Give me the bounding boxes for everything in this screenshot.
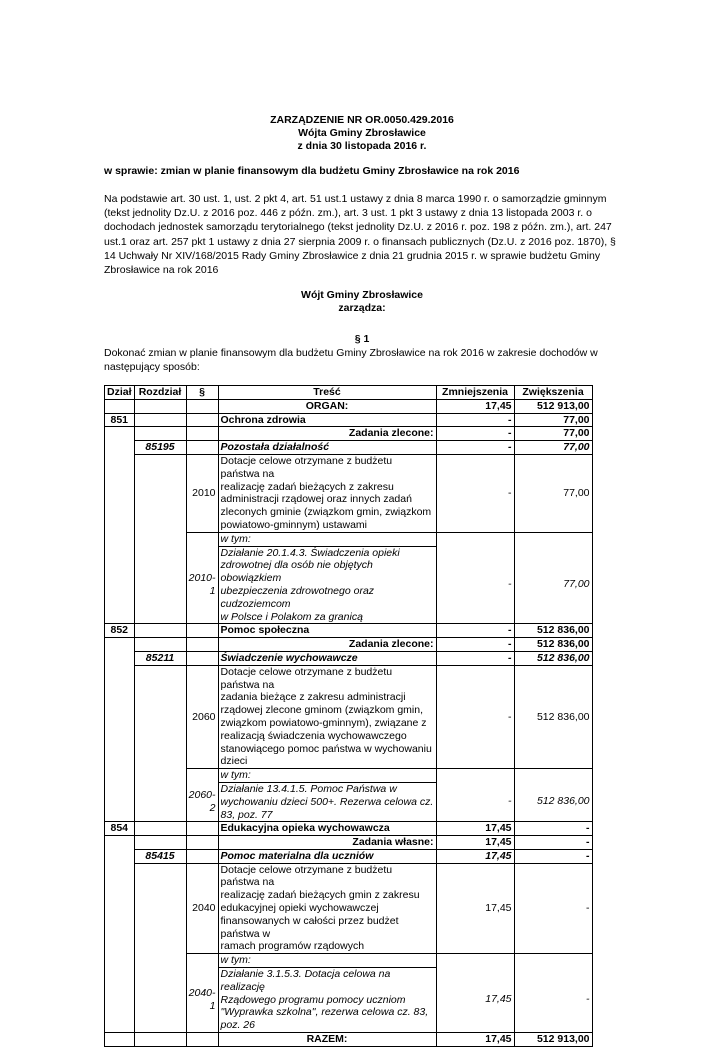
table-row-wtym	[105, 769, 593, 783]
decree-heading	[0, 289, 724, 315]
table-row-subparagraph	[105, 782, 593, 821]
subparagraph-decrease: -	[436, 782, 514, 821]
table-row-rozdzial	[105, 441, 593, 455]
rozdzial-decrease: -	[436, 651, 514, 665]
table-row-paragraph	[105, 665, 593, 768]
subparagraph-text-line: wychowaniu dzieci 500+. Rezerwa celowa cz.	[220, 795, 434, 808]
table-row-rozdzial	[105, 651, 593, 665]
wtym-label: w tym:	[218, 954, 436, 968]
paragraph-text-line: dzieci	[220, 755, 248, 768]
subparagraph-text-line: w Polsce i Polakom za granicą	[220, 610, 363, 623]
subparagraph-increase: -	[514, 968, 592, 1033]
table-row-rozdzial	[105, 849, 593, 863]
dzial-increase: 512 836,00	[514, 624, 592, 638]
task-type-label: Zadania zlecone:	[218, 427, 436, 441]
intro-line: Dokonać zmian w planie finansowym dla budżetu Gminy Zbrosławice na rok 2016 w zakresie dochodów w	[104, 347, 598, 359]
rozdzial-decrease: -	[436, 441, 514, 455]
dzial-number: 851	[105, 413, 135, 427]
dzial-number: 852	[105, 624, 135, 638]
organ-decrease: 17,45	[436, 399, 514, 413]
paragraph-decrease: 17,45	[436, 863, 514, 954]
subparagraph-text	[218, 782, 436, 821]
subparagraph-increase: 77,00	[514, 546, 592, 624]
rozdzial-increase: 77,00	[514, 441, 592, 455]
order-date: z dnia 30 listopada 2016 r.	[297, 140, 427, 152]
table-row-task-type	[105, 638, 593, 652]
rozdzial-number: 85211	[134, 651, 186, 665]
legal-basis-line: ust.1 oraz art. 257 pkt 1 ustawy z dnia 27 sierpnia 2009 r. o finansach publicznych (Dz.U. z 2016 poz. 1870), §	[104, 235, 616, 248]
table-row-task-type	[105, 427, 593, 441]
dzial-number: 854	[105, 822, 135, 836]
rozdzial-name: Świadczenie wychowawcze	[218, 651, 436, 665]
col-header-paragraph: §	[186, 386, 218, 400]
legal-basis-line: (tekst jednolity Dz.U. z 2016 poz. 446 z późn. zm.), art. 3 ust. 1 pkt 3 ustawy z dnia 13 listopada 2003 r. o	[104, 207, 592, 220]
total-decrease: 17,45	[436, 1033, 514, 1047]
table-row-organ	[105, 399, 593, 413]
paragraph-number: 2040	[186, 863, 218, 954]
finance-table	[104, 385, 593, 1047]
legal-basis-line: Zbrosławice na rok 2016	[104, 264, 219, 277]
rozdzial-name: Pomoc materialna dla uczniów	[218, 849, 436, 863]
subparagraph-text-line: "Wyprawka szkolna", rezerwa celowa cz. 83,	[220, 1006, 429, 1019]
organ-label: ORGAN:	[218, 399, 436, 413]
paragraph-text-line: administracji rządowej oraz innych zadań	[220, 493, 412, 506]
issuer: Wójta Gminy Zbrosławice	[298, 127, 426, 139]
table-row-total	[105, 1033, 593, 1047]
paragraph-increase: -	[514, 863, 592, 954]
rozdzial-number: 85195	[134, 441, 186, 455]
paragraph-text-line: ramach programów rządowych	[220, 940, 365, 953]
paragraph-text	[218, 863, 436, 954]
total-increase: 512 913,00	[514, 1033, 592, 1047]
paragraph-text-line: związkom powiatowo-gminnym), związane z	[220, 716, 427, 729]
subparagraph-decrease: 17,45	[436, 968, 514, 1033]
col-header-decrease: Zmniejszenia	[436, 386, 514, 400]
rozdzial-decrease: 17,45	[436, 849, 514, 863]
paragraph-text-line: realizacją świadczenia wychowawczego	[220, 729, 407, 742]
paragraph-text-line: edukacyjnej opieki wychowawczej	[220, 902, 379, 915]
task-type-decrease: 17,45	[436, 836, 514, 850]
subparagraph-text-line: zdrowotnej dla osób nie objętych obowiązkiem	[220, 559, 373, 585]
task-type-label: Zadania własne:	[218, 836, 436, 850]
order-number: ZARZĄDZENIE NR OR.0050.429.2016	[270, 114, 454, 126]
decree-issuer: Wójt Gminy Zbrosławice	[301, 289, 423, 301]
subparagraph-number: 2060-2	[186, 782, 218, 821]
paragraph-text-line: rządowej zlecone gminom (związkom gmin,	[220, 704, 424, 717]
dzial-decrease: -	[436, 624, 514, 638]
document-header	[0, 114, 724, 153]
table-row-dzial	[105, 413, 593, 427]
paragraph-increase: 512 836,00	[514, 665, 592, 768]
task-type-increase: 512 836,00	[514, 638, 592, 652]
subparagraph-number: 2040-1	[186, 968, 218, 1033]
table-row-wtym	[105, 532, 593, 546]
subparagraph-increase: 512 836,00	[514, 782, 592, 821]
paragraph-number: 2010	[186, 454, 218, 532]
table-row-task-type	[105, 836, 593, 850]
paragraph-text-line: realizację zadań bieżących z zakresu	[220, 480, 394, 493]
wtym-label: w tym:	[218, 532, 436, 546]
subparagraph-text-line: Działanie 3.1.5.3. Dotacja celowa na realizację	[220, 968, 391, 993]
task-type-increase: 77,00	[514, 427, 592, 441]
task-type-decrease: -	[436, 638, 514, 652]
document-subject: w sprawie: zmian w planie finansowym dla budżetu Gminy Zbrosławice na rok 2016	[104, 165, 520, 177]
table-row-subparagraph	[105, 968, 593, 1033]
dzial-name: Ochrona zdrowia	[218, 413, 436, 427]
paragraph-decrease: -	[436, 454, 514, 532]
table-row-wtym	[105, 954, 593, 968]
paragraph-text-line: finansowanych w całości przez budżet państwa w	[220, 914, 399, 940]
subparagraph-text	[218, 968, 436, 1033]
rozdzial-number: 85415	[134, 849, 186, 863]
col-header-rozdzial: Rozdział	[134, 386, 186, 400]
rozdzial-increase: 512 836,00	[514, 651, 592, 665]
paragraph-increase: 77,00	[514, 454, 592, 532]
subparagraph-text-line: ubezpieczenia zdrowotnego oraz cudzoziemcom	[220, 584, 375, 610]
intro-line: następujący sposób:	[104, 361, 200, 374]
paragraph-text	[218, 665, 436, 768]
subparagraph-number: 2010-1	[186, 546, 218, 624]
legal-basis	[104, 192, 620, 277]
dzial-increase: -	[514, 822, 592, 836]
legal-basis-line: 14 Uchwały Nr XIV/168/2015 Rady Gminy Zbrosławice z dnia 21 grudnia 2015 r. w sprawie budżetu Gminy	[104, 249, 601, 262]
subparagraph-text-line: poz. 26	[220, 1019, 255, 1032]
section-sign: § 1	[354, 333, 370, 345]
subparagraph-decrease: -	[436, 546, 514, 624]
subparagraph-text	[218, 546, 436, 624]
paragraph-text-line: zleconych gminie (związkom gmin, związkom	[220, 506, 432, 519]
col-header-increase: Zwiększenia	[514, 386, 592, 400]
table-row-dzial	[105, 624, 593, 638]
total-label: RAZEM:	[218, 1033, 436, 1047]
table-header-row	[105, 386, 593, 400]
dzial-decrease: 17,45	[436, 822, 514, 836]
legal-basis-line: dochodach jednostek samorządu terytorialnego (tekst jednolity Dz.U. z 2016 r. poz. 198 z późn. zm.), art. 247	[104, 221, 612, 234]
dzial-increase: 77,00	[514, 413, 592, 427]
legal-basis-line: Na podstawie art. 30 ust. 1, ust. 2 pkt 4, art. 51 ust.1 ustawy z dnia 8 marca 1990 r. o samorządzie gminnym	[104, 193, 607, 205]
dzial-name: Edukacyjna opieka wychowawcza	[218, 822, 436, 836]
table-row-paragraph	[105, 454, 593, 532]
task-type-increase: -	[514, 836, 592, 850]
task-type-label: Zadania zlecone:	[218, 638, 436, 652]
paragraph-text-line: powiatowo-gminnym) ustawami	[220, 518, 367, 531]
rozdzial-increase: -	[514, 849, 592, 863]
paragraph-decrease: -	[436, 665, 514, 768]
table-row-paragraph	[105, 863, 593, 954]
paragraph-text-line: stanowiącego pomoc państwa w wychowaniu	[220, 742, 432, 755]
paragraph-text	[218, 454, 436, 532]
col-header-dzial: Dział	[105, 386, 135, 400]
task-type-decrease: -	[436, 427, 514, 441]
rozdzial-name: Pozostała działalność	[218, 441, 436, 455]
subparagraph-text-line: Rządowego programu pomocy uczniom	[220, 993, 406, 1006]
decree-verb: zarządza:	[338, 302, 386, 314]
table-row-dzial	[105, 822, 593, 836]
paragraph-text-line: Dotacje celowe otrzymane z budżetu państwa na	[220, 665, 393, 691]
dzial-name: Pomoc społeczna	[218, 624, 436, 638]
col-header-tresc: Treść	[218, 386, 436, 400]
organ-increase: 512 913,00	[514, 399, 592, 413]
paragraph-text-line: Dotacje celowe otrzymane z budżetu państwa na	[220, 863, 393, 889]
wtym-label: w tym:	[218, 769, 436, 783]
subparagraph-text-line: Działanie 20.1.4.3. Świadczenia opieki	[220, 546, 400, 559]
paragraph-text-line: zadania bieżące z zakresu administracji	[220, 691, 406, 704]
subparagraph-text-line: 83, poz. 77	[220, 808, 273, 821]
paragraph-text-line: realizację zadań bieżących gmin z zakresu	[220, 889, 420, 902]
intro-text	[104, 346, 620, 374]
subparagraph-text-line: Działanie 13.4.1.5. Pomoc Państwa w	[220, 782, 397, 795]
paragraph-number: 2060	[186, 665, 218, 768]
table-row-subparagraph	[105, 546, 593, 624]
dzial-decrease: -	[436, 413, 514, 427]
paragraph-text-line: Dotacje celowe otrzymane z budżetu państwa na	[220, 454, 393, 480]
